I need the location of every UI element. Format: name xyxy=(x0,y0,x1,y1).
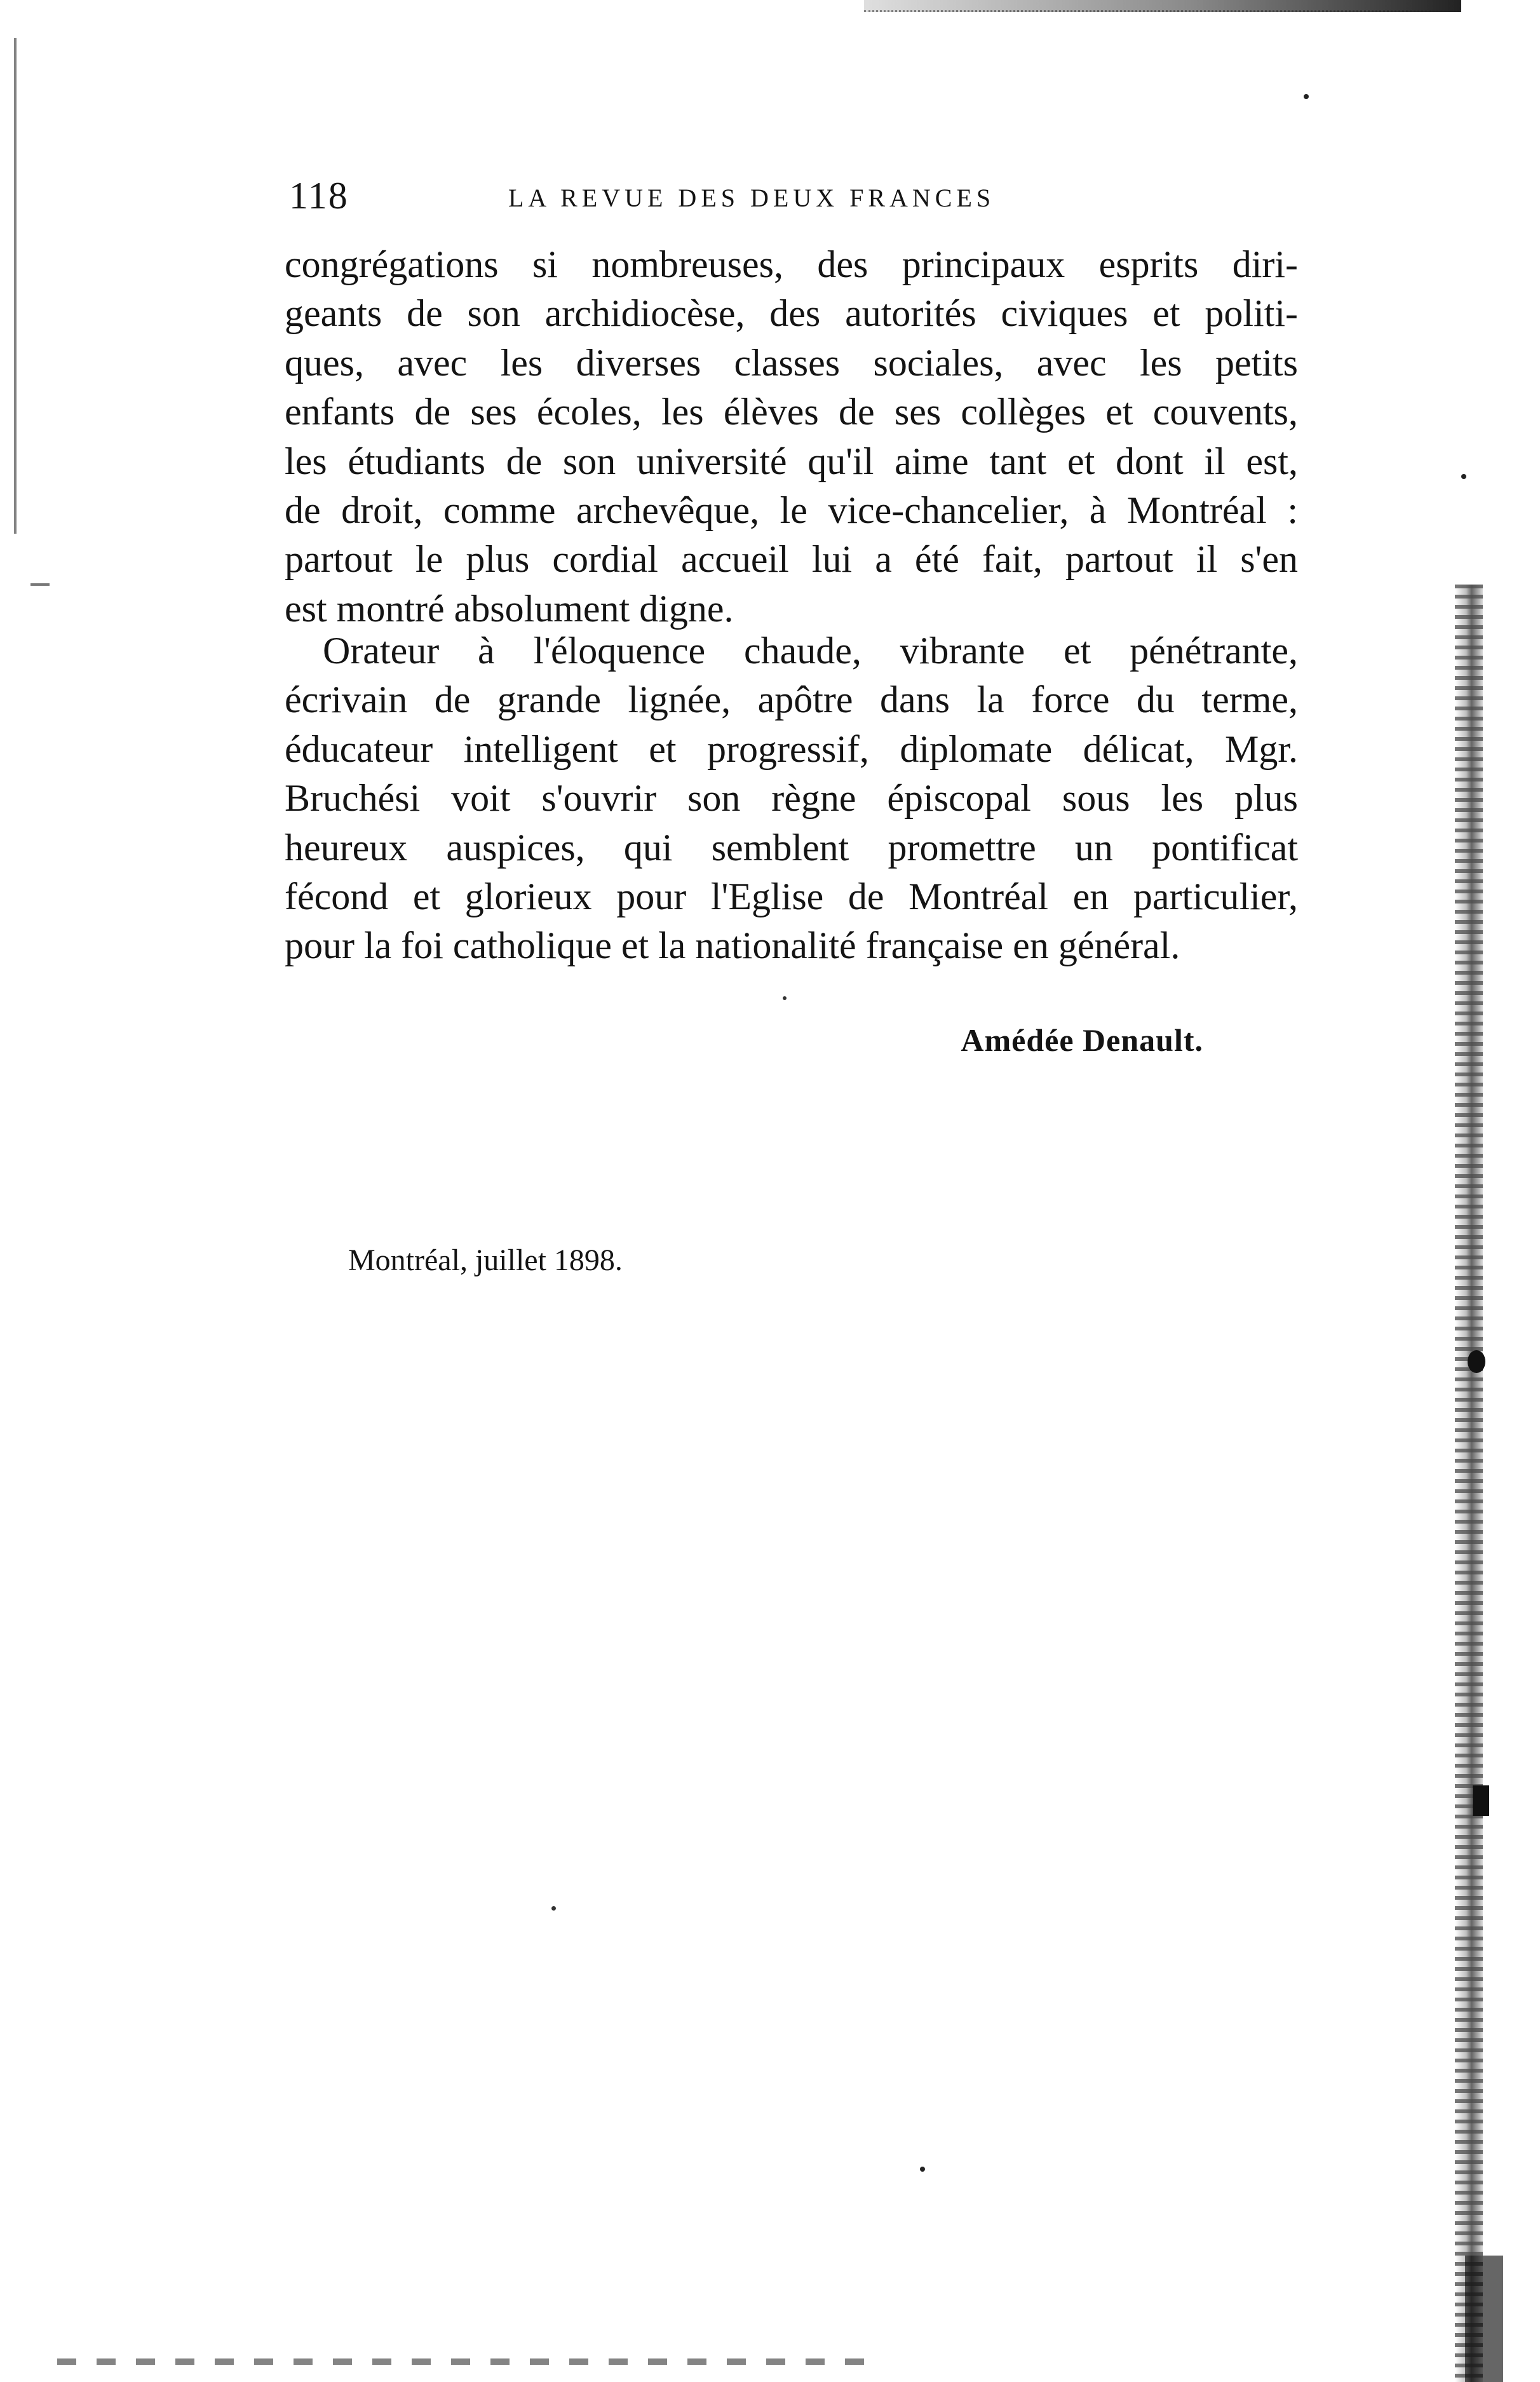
scan-speck xyxy=(920,2167,925,2172)
text-line: éducateur intelligent et progressif, diplomate délicat, Mgr. xyxy=(285,727,1298,770)
paragraph-2 xyxy=(285,626,1298,971)
author-signature: Amédée Denault. xyxy=(961,1022,1203,1058)
text-line: Orateur à l'éloquence chaude, vibrante et pénétrante, xyxy=(323,630,1298,672)
text-line: de droit, comme archevêque, le vice-chancelier, à Montréal : xyxy=(285,489,1298,532)
page-number: 118 xyxy=(289,175,349,217)
text-line: fécond et glorieux pour l'Eglise de Montréal en particulier, xyxy=(285,876,1298,918)
paragraph-1 xyxy=(285,240,1298,633)
text-line: partout le plus cordial accueil lui a été fait, partout il s'en xyxy=(285,538,1298,581)
dateline: Montréal, juillet 1898. xyxy=(348,1243,623,1277)
scan-speck xyxy=(1461,474,1466,479)
scan-binding-mark xyxy=(1473,1785,1489,1816)
text-line: Bruchési voit s'ouvrir son règne épiscopal sous les plus xyxy=(285,777,1298,820)
scan-binding-edge xyxy=(1455,585,1483,2382)
scan-top-rule xyxy=(864,0,1461,12)
scan-bottom-dashes xyxy=(57,2358,870,2365)
text-line: écrivain de grande lignée, apôtre dans la force du terme, xyxy=(285,679,1298,721)
text-line: enfants de ses écoles, les élèves de ses collèges et couvents, xyxy=(285,391,1298,433)
scan-speck xyxy=(1304,94,1309,99)
scan-left-edge xyxy=(14,38,17,534)
text-line: geants de son archidiocèse, des autorités civiques et politi- xyxy=(285,292,1298,335)
scan-left-tick xyxy=(30,583,50,586)
text-line: pour la foi catholique et la nationalité française en général. xyxy=(285,924,1180,967)
scan-binding-mark xyxy=(1465,2256,1503,2382)
scan-speck xyxy=(783,996,787,1000)
running-head: LA REVUE DES DEUX FRANCES xyxy=(508,184,996,212)
scan-binding-mark xyxy=(1468,1350,1485,1373)
text-line: les étudiants de son université qu'il aime tant et dont il est, xyxy=(285,440,1298,482)
text-line: ques, avec les diverses classes sociales, avec les petits xyxy=(285,341,1298,384)
scan-speck xyxy=(551,1906,556,1911)
text-line: est montré absolument digne. xyxy=(285,587,734,630)
text-line: congrégations si nombreuses, des principaux esprits diri- xyxy=(285,243,1298,285)
text-line: heureux auspices, qui semblent promettre un pontificat xyxy=(285,826,1298,869)
